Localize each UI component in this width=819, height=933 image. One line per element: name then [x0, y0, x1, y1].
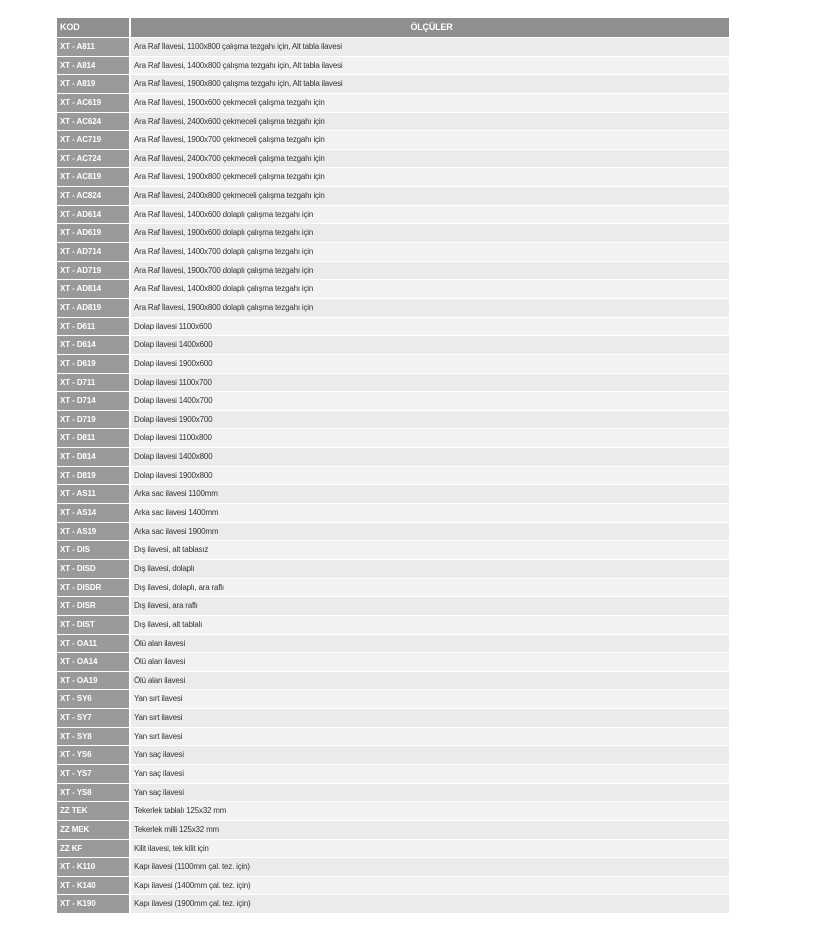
- row-code: XT - A819: [57, 75, 129, 94]
- row-code: XT - D614: [57, 336, 129, 355]
- table-row: [57, 597, 729, 616]
- table-row: [57, 75, 729, 94]
- header-code: KOD: [57, 18, 129, 38]
- table-row: [57, 262, 729, 281]
- row-desc: Ara Raf İlavesi, 1900x700 çekmeceli çalışma tezgahı için: [131, 131, 729, 150]
- row-desc: Arka sac ilavesi 1900mm: [131, 523, 729, 542]
- row-desc: Ara Raf İlavesi, 1900x800 dolaplı çalışma tezgahı için: [131, 299, 729, 318]
- row-desc: Dolap ilavesi 1900x600: [131, 355, 729, 374]
- row-code: XT - D619: [57, 355, 129, 374]
- row-desc: Ölü alan ilavesi: [131, 653, 729, 672]
- table-row: [57, 840, 729, 859]
- row-code: XT - D811: [57, 429, 129, 448]
- table-row: [57, 579, 729, 598]
- row-code: XT - OA19: [57, 672, 129, 691]
- row-code: XT - AD619: [57, 224, 129, 243]
- table-row: [57, 113, 729, 132]
- table-row: [57, 653, 729, 672]
- row-desc: Dolap ilavesi 1100x700: [131, 374, 729, 393]
- row-desc: Ölü alan ilavesi: [131, 672, 729, 691]
- table-row: [57, 560, 729, 579]
- row-code: XT - AS14: [57, 504, 129, 523]
- row-desc: Dolap ilavesi 1100x600: [131, 318, 729, 337]
- table-row: [57, 38, 729, 57]
- row-desc: Dolap ilavesi 1900x700: [131, 411, 729, 430]
- row-code: XT - DISD: [57, 560, 129, 579]
- table-row: [57, 336, 729, 355]
- row-code: XT - D814: [57, 448, 129, 467]
- row-desc: Tekerlek milli 125x32 mm: [131, 821, 729, 840]
- row-code: XT - D719: [57, 411, 129, 430]
- row-desc: Ara Raf İlavesi, 1400x700 dolaplı çalışma tezgahı için: [131, 243, 729, 262]
- table-row: [57, 411, 729, 430]
- table-row: [57, 635, 729, 654]
- row-code: XT - D711: [57, 374, 129, 393]
- table-header-row: [57, 18, 729, 38]
- table-row: [57, 299, 729, 318]
- row-code: XT - AS11: [57, 485, 129, 504]
- row-desc: Tekerlek tablalı 125x32 mm: [131, 802, 729, 821]
- table-row: [57, 243, 729, 262]
- row-desc: Ölü alan ilavesi: [131, 635, 729, 654]
- row-code: XT - YS8: [57, 784, 129, 803]
- row-code: XT - A814: [57, 57, 129, 76]
- row-desc: Dolap ilavesi 1400x600: [131, 336, 729, 355]
- row-code: XT - AD719: [57, 262, 129, 281]
- row-code: XT - DIS: [57, 541, 129, 560]
- row-code: XT - AC824: [57, 187, 129, 206]
- table-row: [57, 765, 729, 784]
- table-row: [57, 187, 729, 206]
- table-row: [57, 728, 729, 747]
- row-code: XT - AC719: [57, 131, 129, 150]
- row-desc: Arka sac ilavesi 1100mm: [131, 485, 729, 504]
- row-desc: Kapı ilavesi (1100mm çal. tez. için): [131, 858, 729, 877]
- row-desc: Ara Raf İlavesi, 1400x800 dolaplı çalışma tezgahı için: [131, 280, 729, 299]
- row-desc: Dolap ilavesi 1100x800: [131, 429, 729, 448]
- row-code: XT - SY7: [57, 709, 129, 728]
- table-row: [57, 821, 729, 840]
- table-row: [57, 672, 729, 691]
- row-code: XT - AD614: [57, 206, 129, 225]
- table-row: [57, 504, 729, 523]
- table-row: [57, 541, 729, 560]
- header-desc: ÖLÇÜLER: [131, 18, 729, 38]
- row-desc: Yan saç ilavesi: [131, 784, 729, 803]
- table-row: [57, 858, 729, 877]
- row-code: XT - DISR: [57, 597, 129, 616]
- row-desc: Yan saç ilavesi: [131, 746, 729, 765]
- row-desc: Dolap ilavesi 1400x800: [131, 448, 729, 467]
- row-desc: Arka sac ilavesi 1400mm: [131, 504, 729, 523]
- row-desc: Kapı ilavesi (1400mm çal. tez. için): [131, 877, 729, 896]
- table-row: [57, 150, 729, 169]
- row-code: XT - SY8: [57, 728, 129, 747]
- table-row: [57, 523, 729, 542]
- row-code: XT - K190: [57, 895, 129, 914]
- table-row: [57, 206, 729, 225]
- table-row: [57, 355, 729, 374]
- row-desc: Ara Raf İlavesi, 1900x600 dolaplı çalışma tezgahı için: [131, 224, 729, 243]
- table-row: [57, 616, 729, 635]
- row-desc: Dış ilavesi, alt tablalı: [131, 616, 729, 635]
- row-desc: Ara Raf İlavesi, 2400x800 çekmeceli çalışma tezgahı için: [131, 187, 729, 206]
- row-code: XT - K140: [57, 877, 129, 896]
- row-desc: Ara Raf İlavesi, 2400x600 çekmeceli çalışma tezgahı için: [131, 113, 729, 132]
- row-desc: Ara Raf İlavesi, 1900x700 dolaplı çalışma tezgahı için: [131, 262, 729, 281]
- row-desc: Ara Raf İlavesi, 1400x600 dolaplı çalışma tezgahı için: [131, 206, 729, 225]
- row-code: XT - K110: [57, 858, 129, 877]
- row-code: XT - D819: [57, 467, 129, 486]
- row-desc: Ara Raf İlavesi, 1900x800 çekmeceli çalışma tezgahı için: [131, 168, 729, 187]
- row-code: XT - AC619: [57, 94, 129, 113]
- table-row: [57, 224, 729, 243]
- row-code: XT - AC724: [57, 150, 129, 169]
- table-row: [57, 392, 729, 411]
- row-code: XT - OA14: [57, 653, 129, 672]
- row-code: XT - D714: [57, 392, 129, 411]
- row-code: XT - YS6: [57, 746, 129, 765]
- table-row: [57, 690, 729, 709]
- table-row: [57, 802, 729, 821]
- row-code: XT - AD819: [57, 299, 129, 318]
- row-code: ZZ KF: [57, 840, 129, 859]
- row-code: XT - OA11: [57, 635, 129, 654]
- row-desc: Ara Raf İlavesi, 1900x600 çekmeceli çalışma tezgahı için: [131, 94, 729, 113]
- row-desc: Dış ilavesi, ara raflı: [131, 597, 729, 616]
- table-row: [57, 746, 729, 765]
- row-code: XT - YS7: [57, 765, 129, 784]
- table-row: [57, 429, 729, 448]
- product-table: [57, 18, 729, 914]
- table-row: [57, 94, 729, 113]
- row-desc: Dış ilavesi, dolaplı, ara raflı: [131, 579, 729, 598]
- table-row: [57, 895, 729, 914]
- table-row: [57, 374, 729, 393]
- row-code: XT - AD814: [57, 280, 129, 299]
- row-code: XT - D611: [57, 318, 129, 337]
- row-code: ZZ TEK: [57, 802, 129, 821]
- row-code: XT - A811: [57, 38, 129, 57]
- row-code: XT - AC624: [57, 113, 129, 132]
- row-code: ZZ MEK: [57, 821, 129, 840]
- row-desc: Yan saç ilavesi: [131, 765, 729, 784]
- row-code: XT - AS19: [57, 523, 129, 542]
- row-code: XT - AD714: [57, 243, 129, 262]
- table-row: [57, 318, 729, 337]
- table-row: [57, 131, 729, 150]
- table-row: [57, 467, 729, 486]
- row-desc: Dış ilavesi, alt tablasız: [131, 541, 729, 560]
- row-desc: Ara Raf İlavesi, 1100x800 çalışma tezgahı için, Alt tabla ilavesi: [131, 38, 729, 57]
- table-row: [57, 877, 729, 896]
- row-desc: Ara Raf İlavesi, 2400x700 çekmeceli çalışma tezgahı için: [131, 150, 729, 169]
- table-row: [57, 485, 729, 504]
- table-row: [57, 280, 729, 299]
- table-row: [57, 784, 729, 803]
- row-desc: Ara Raf İlavesi, 1900x800 çalışma tezgahı için, Alt tabla ilavesi: [131, 75, 729, 94]
- row-desc: Yan sırt ilavesi: [131, 709, 729, 728]
- row-desc: Yan sırt ilavesi: [131, 728, 729, 747]
- row-code: XT - SY6: [57, 690, 129, 709]
- row-desc: Kilit ilavesi, tek kilit için: [131, 840, 729, 859]
- table-row: [57, 709, 729, 728]
- table-row: [57, 57, 729, 76]
- row-code: XT - DISDR: [57, 579, 129, 598]
- row-desc: Dolap ilavesi 1400x700: [131, 392, 729, 411]
- row-desc: Dış ilavesi, dolaplı: [131, 560, 729, 579]
- table-row: [57, 448, 729, 467]
- row-code: XT - AC819: [57, 168, 129, 187]
- table-row: [57, 168, 729, 187]
- row-desc: Kapı ilavesi (1900mm çal. tez. için): [131, 895, 729, 914]
- row-desc: Ara Raf İlavesi, 1400x800 çalışma tezgahı için, Alt tabla ilavesi: [131, 57, 729, 76]
- row-desc: Yan sırt ilavesi: [131, 690, 729, 709]
- row-desc: Dolap ilavesi 1900x800: [131, 467, 729, 486]
- row-code: XT - DIST: [57, 616, 129, 635]
